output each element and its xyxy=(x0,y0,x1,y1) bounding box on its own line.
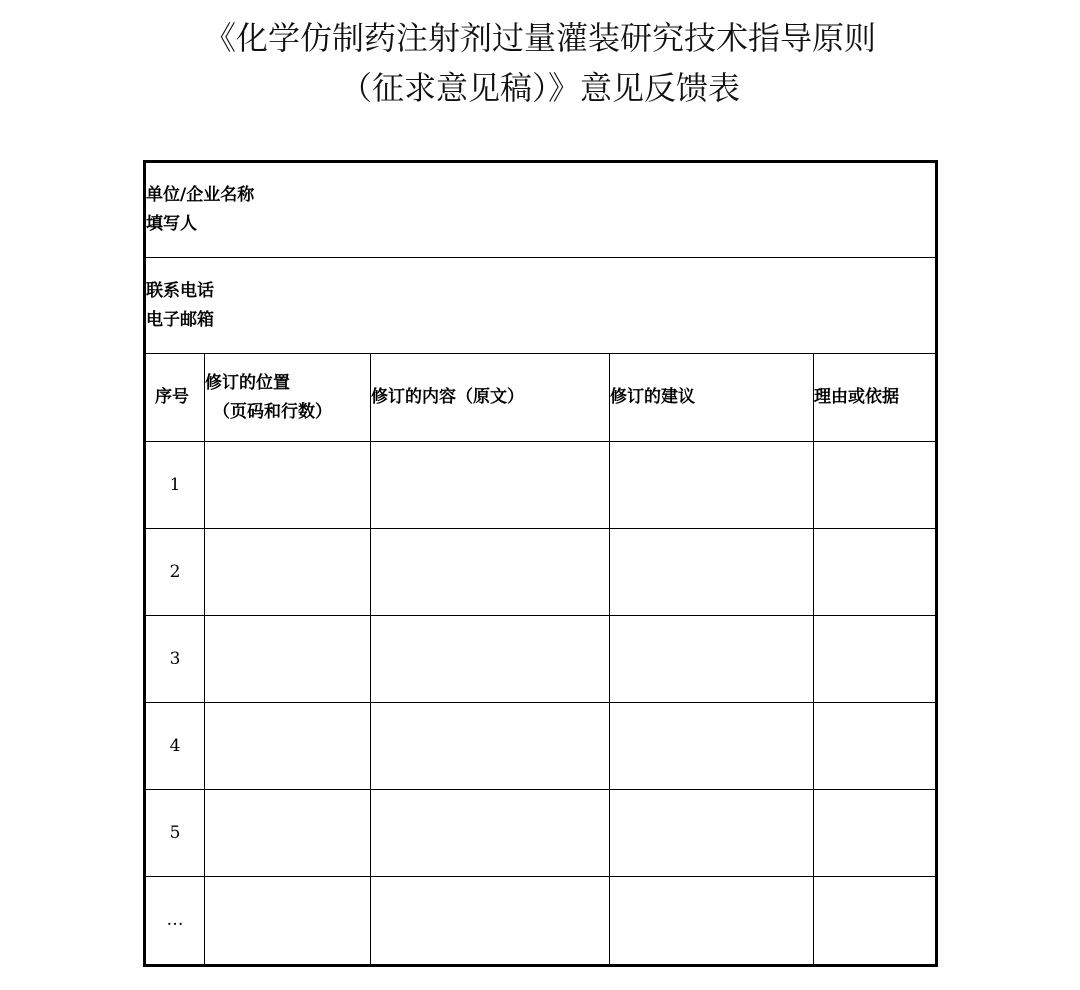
header-reason: 理由或依据 xyxy=(814,354,937,442)
position-cell[interactable] xyxy=(205,529,371,616)
reason-cell[interactable] xyxy=(814,877,937,966)
table-row xyxy=(145,529,937,616)
original-cell[interactable] xyxy=(371,616,610,703)
position-cell[interactable] xyxy=(205,616,371,703)
contact-info-cell[interactable] xyxy=(145,258,937,354)
reason-cell[interactable] xyxy=(814,616,937,703)
reason-cell[interactable] xyxy=(814,442,937,529)
original-cell[interactable] xyxy=(371,877,610,966)
suggestion-cell[interactable] xyxy=(610,703,814,790)
document-title-line-1: 《化学仿制药注射剂过量灌装研究技术指导原则 xyxy=(203,19,876,57)
phone-label: 联系电话 xyxy=(146,280,214,301)
header-position xyxy=(205,354,371,442)
original-cell[interactable] xyxy=(371,790,610,877)
org-info-cell[interactable] xyxy=(145,162,937,258)
contact-info-row xyxy=(145,258,937,354)
row-number: … xyxy=(145,877,205,966)
reason-cell[interactable] xyxy=(814,790,937,877)
row-number: 3 xyxy=(145,616,205,703)
reason-cell[interactable] xyxy=(814,703,937,790)
header-suggestion: 修订的建议 xyxy=(610,354,814,442)
row-number: 2 xyxy=(145,529,205,616)
email-label: 电子邮箱 xyxy=(146,309,214,330)
table-row xyxy=(145,877,937,966)
header-seq: 序号 xyxy=(145,354,205,442)
position-cell[interactable] xyxy=(205,877,371,966)
suggestion-cell[interactable] xyxy=(610,877,814,966)
header-position-line1: 修订的位置 xyxy=(205,372,290,393)
suggestion-cell[interactable] xyxy=(610,529,814,616)
row-number: 1 xyxy=(145,442,205,529)
original-cell[interactable] xyxy=(371,703,610,790)
header-position-line2: （页码和行数） xyxy=(213,401,332,422)
suggestion-cell[interactable] xyxy=(610,442,814,529)
suggestion-cell[interactable] xyxy=(610,790,814,877)
original-cell[interactable] xyxy=(371,529,610,616)
org-info-row xyxy=(145,162,937,258)
filler-label: 填写人 xyxy=(146,214,197,234)
unit-name-label: 单位/企业名称 xyxy=(146,185,255,205)
header-original: 修订的内容（原文） xyxy=(371,354,610,442)
table-row xyxy=(145,703,937,790)
row-number: 4 xyxy=(145,703,205,790)
row-number: 5 xyxy=(145,790,205,877)
suggestion-cell[interactable] xyxy=(610,616,814,703)
table-row xyxy=(145,442,937,529)
position-cell[interactable] xyxy=(205,703,371,790)
position-cell[interactable] xyxy=(205,790,371,877)
position-cell[interactable] xyxy=(205,442,371,529)
feedback-table xyxy=(143,160,938,967)
reason-cell[interactable] xyxy=(814,529,937,616)
column-header-row xyxy=(145,354,937,442)
document-title-line-2: （征求意见稿）》意见反馈表 xyxy=(339,69,740,107)
table-row xyxy=(145,790,937,877)
original-cell[interactable] xyxy=(371,442,610,529)
table-row xyxy=(145,616,937,703)
